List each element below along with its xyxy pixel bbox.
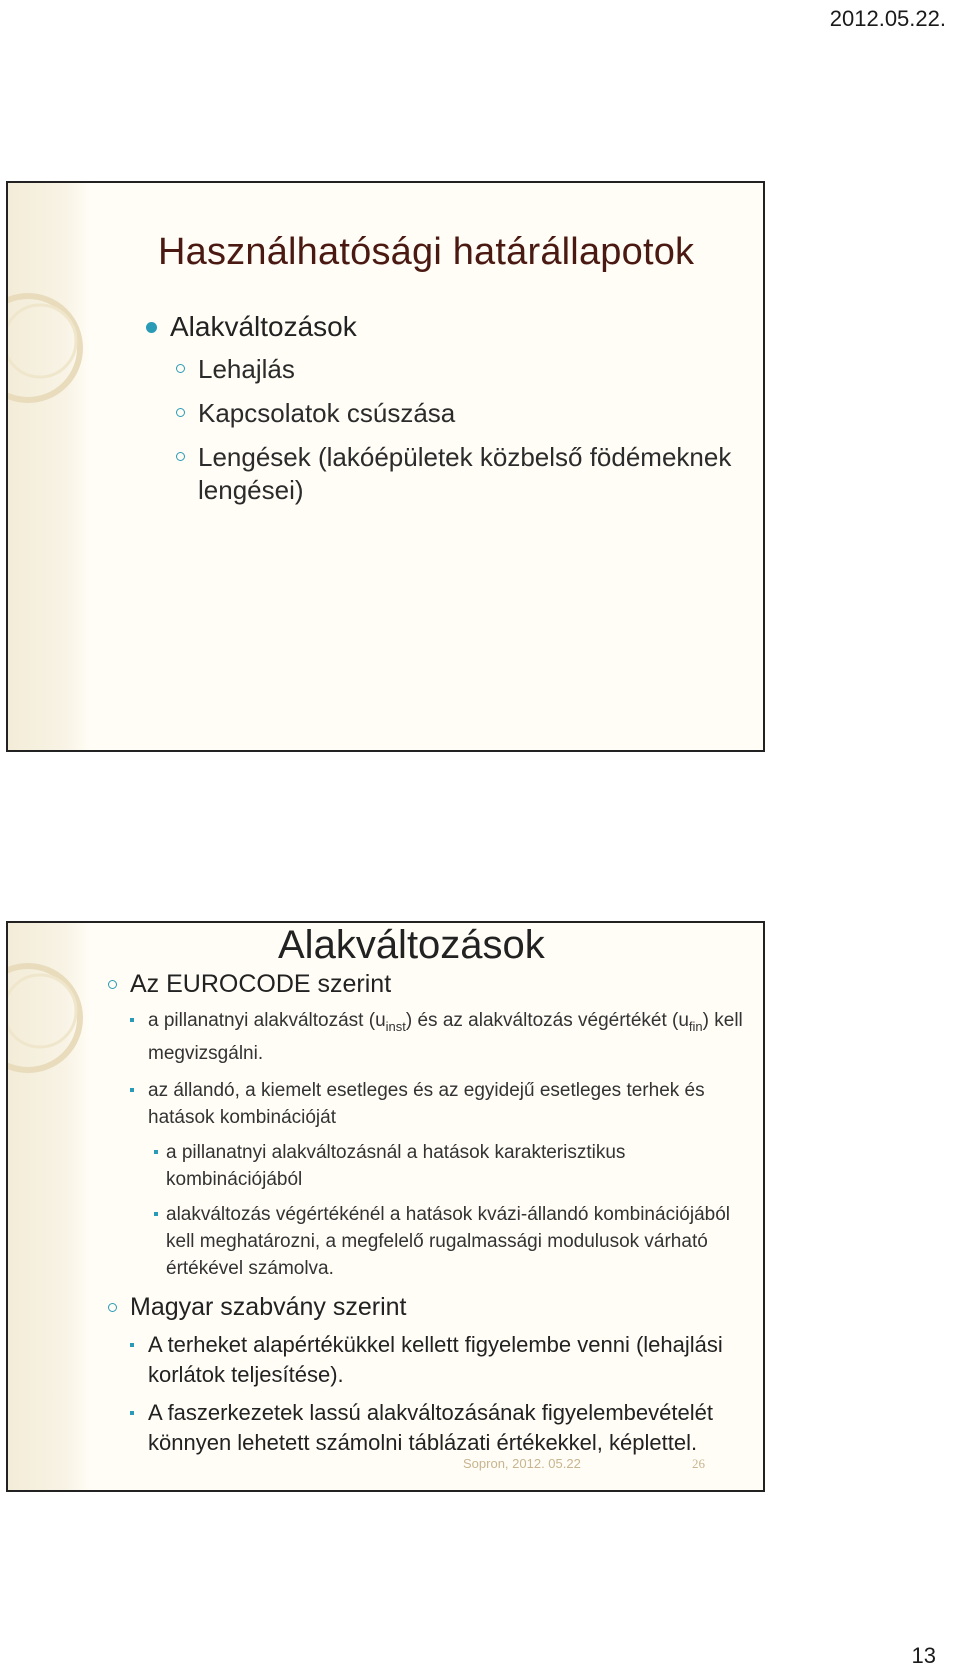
slide-2 <box>6 921 765 1492</box>
square-bullet-icon <box>130 1088 134 1092</box>
slide-number: 26 <box>692 1456 705 1471</box>
slide-body <box>108 969 758 1458</box>
sub-bullet-item: Lehajlás <box>176 353 736 386</box>
section-heading-eurocode: Az EUROCODE szerint <box>108 969 758 999</box>
ring-bullet-icon <box>176 364 185 373</box>
bullet-item: az állandó, a kiemelt esetleges és az egyidejű esetleges terhek és hatások kombinációját <box>108 1077 758 1131</box>
slide-title: Használhatósági határállapotok <box>158 231 695 273</box>
square-bullet-icon <box>130 1018 134 1022</box>
slide-footer: Sopron, 2012. 05.22 <box>463 1456 581 1471</box>
slide-1: Használhatósági határállapotok Alakváltozások Lehajlás Kapcsolatok csúszása Lengések (lakóépületek közbelső födémeknek lengései) <box>6 181 765 752</box>
ring-bullet-icon <box>176 408 185 417</box>
section-heading-magyar: Magyar szabvány szerint <box>108 1292 758 1322</box>
subscript-inst: inst <box>385 1018 406 1034</box>
square-bullet-icon <box>154 1150 158 1154</box>
sub-bullet-item: Lengések (lakóépületek közbelső födémeknek lengései) <box>176 441 736 507</box>
sub-bullet-item: a pillanatnyi alakváltozásnál a hatások karakterisztikus kombinációjából <box>108 1139 758 1193</box>
bullet-item: A terheket alapértékükkel kellett figyelembe venni (lehajlási korlátok teljesítése). <box>108 1330 758 1390</box>
ring-bullet-icon <box>176 452 185 461</box>
bullet-item: A faszerkezetek lassú alakváltozásának figyelembevételét könnyen lehetett számolni táblázati értékekkel, képlettel. <box>108 1398 758 1458</box>
page-number: 13 <box>911 1643 936 1668</box>
square-bullet-icon <box>130 1343 134 1347</box>
sub-bullet-item: Kapcsolatok csúszása <box>176 397 736 430</box>
slide-title: Alakváltozások <box>278 923 545 967</box>
bullet-item: a pillanatnyi alakváltozást $(u_{inst})$ és az alakváltozás végértékét $(u_{fin})$ kell megvizsgálni. <box>108 1007 758 1067</box>
ring-bullet-icon <box>108 980 117 989</box>
sub-bullet-list <box>176 353 736 518</box>
square-bullet-icon <box>154 1212 158 1216</box>
bullet-dot-icon <box>146 322 157 333</box>
square-bullet-icon <box>130 1411 134 1415</box>
header-date: 2012.05.22. <box>829 6 946 31</box>
ring-bullet-icon <box>108 1303 117 1312</box>
sub-bullet-item: alakváltozás végértékénél a hatások kvázi-állandó kombinációjából kell meghatározni, a megfelelő rugalmassági modulusok várható értékével számolva. <box>108 1201 758 1282</box>
subscript-fin: fin <box>688 1018 703 1034</box>
